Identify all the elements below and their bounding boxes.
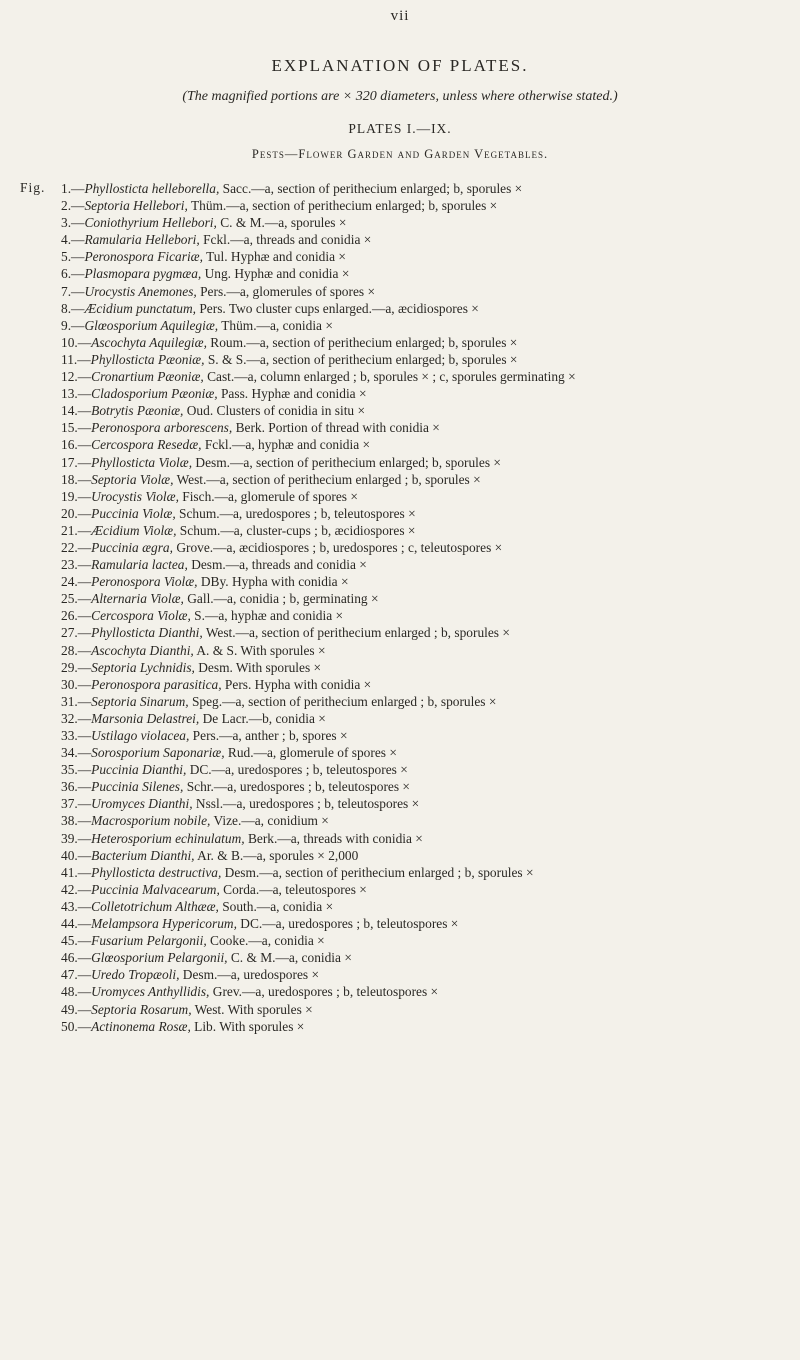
plate-entry	[61, 915, 771, 932]
entry-dash: —	[71, 317, 85, 333]
entry-description: Desm.—a, uredospores ×	[179, 967, 320, 983]
plate-entry	[61, 317, 771, 334]
species-name: Septoria Hellebori,	[84, 198, 188, 214]
species-name: Peronospora Ficariæ,	[84, 249, 203, 265]
entry-number: 41.	[61, 864, 78, 880]
entry-description: West. With sporules ×	[191, 1001, 313, 1017]
section-heading: Pests—Flower Garden and Garden Vegetables.	[251, 147, 549, 161]
species-name: Macrosporium nobile,	[91, 813, 211, 829]
entry-description: Cast.—a, column enlarged ; b, sporules × ; c, sporules germinating ×	[203, 369, 576, 385]
plate-entry	[61, 949, 771, 966]
species-name: Cercospora Violæ,	[91, 608, 191, 624]
entry-dash: —	[77, 967, 92, 983]
entry-dash: —	[77, 796, 92, 812]
entry-description: Desm.—a, threads and conidia ×	[187, 557, 367, 573]
entry-dash: —	[77, 676, 92, 692]
entry-dash: —	[77, 779, 92, 795]
species-name: Septoria Violæ,	[91, 471, 174, 487]
species-name: Uromyces Anthyllidis,	[91, 984, 210, 1000]
species-name: Glœosporium Aquilegiæ,	[84, 317, 219, 333]
plate-entry	[61, 214, 771, 231]
species-name: Melampsora Hypericorum,	[91, 916, 237, 932]
species-name: Æcidium punctatum,	[84, 300, 197, 316]
entry-description: West.—a, section of perithecium enlarged ; b, sporules ×	[173, 471, 481, 487]
entry-dash: —	[77, 847, 92, 863]
entry-description: Ung. Hyphæ and conidia ×	[201, 266, 350, 282]
entry-number: 21.	[61, 522, 78, 538]
entry-number: 19.	[61, 488, 78, 504]
plate-entry	[61, 795, 771, 812]
entry-dash: —	[77, 539, 92, 555]
entry-description: Desm.—a, section of perithecium enlarged ; b, sporules ×	[221, 864, 534, 880]
entry-description: Ar. & B.—a, sporules × 2,000	[194, 847, 359, 863]
species-name: Actinonema Rosæ,	[91, 1018, 191, 1034]
entry-description: Lib. With sporules ×	[190, 1018, 305, 1034]
plate-entry	[61, 180, 771, 197]
entry-number: 35.	[61, 762, 78, 778]
plate-entry	[61, 693, 771, 710]
species-name: Urocystis Violæ,	[91, 488, 179, 504]
entry-number: 3.	[61, 215, 72, 231]
species-name: Peronospora parasitica,	[91, 676, 222, 692]
entry-dash: —	[77, 386, 92, 402]
plate-entry	[61, 248, 771, 265]
entry-dash: —	[77, 659, 92, 675]
species-name: Puccinia Silenes,	[91, 779, 184, 795]
species-name: Uromyces Dianthi,	[91, 796, 193, 812]
plate-entry	[61, 351, 771, 368]
entry-number: 49.	[61, 1001, 78, 1017]
plate-entry	[61, 556, 771, 573]
entry-number: 40.	[61, 847, 78, 863]
plate-entry	[61, 847, 771, 864]
entry-dash: —	[77, 625, 92, 641]
species-name: Puccinia Malvacearum,	[91, 881, 220, 897]
entry-dash: —	[71, 283, 85, 299]
entry-dash: —	[77, 830, 92, 846]
entry-dash: —	[77, 591, 92, 607]
page-title: EXPLANATION OF PLATES.	[271, 56, 529, 75]
entry-number: 46.	[61, 950, 78, 966]
entry-dash: —	[77, 574, 92, 590]
species-name: Alternaria Violæ,	[91, 591, 184, 607]
species-name: Æcidium Violæ,	[91, 522, 177, 538]
plate-entry	[61, 402, 771, 419]
plate-entry	[61, 522, 771, 539]
entry-description: Vize.—a, conidium ×	[210, 813, 329, 829]
entry-description: Corda.—a, teleutospores ×	[219, 881, 367, 897]
entry-description: Roum.—a, section of perithecium enlarged; b, sporules ×	[206, 334, 518, 350]
plate-entry	[61, 197, 771, 214]
entry-dash: —	[77, 351, 91, 367]
species-name: Marsonia Delastrei,	[91, 710, 200, 726]
entry-dash: —	[77, 505, 92, 521]
entry-description: Sacc.—a, section of perithecium enlarged; b, sporules ×	[219, 181, 523, 196]
entry-number: 1.	[61, 181, 72, 196]
plates-heading: PLATES I.—IX.	[348, 121, 452, 136]
entry-dash: —	[77, 522, 92, 538]
entry-number: 48.	[61, 984, 78, 1000]
entry-number: 6.	[61, 266, 72, 282]
entry-number: 25.	[61, 591, 78, 607]
entry-description: Pers. Hypha with conidia ×	[221, 676, 372, 692]
fig-label: Fig.	[20, 180, 46, 195]
page-number: vii	[390, 8, 410, 24]
species-name: Plasmopara pygmæa,	[84, 266, 202, 282]
entry-dash: —	[77, 334, 92, 350]
plate-entry	[61, 624, 771, 641]
entry-number: 14.	[61, 403, 78, 419]
species-name: Cladosporium Pæoniæ,	[91, 386, 218, 402]
plate-entry	[61, 265, 771, 282]
entry-dash: —	[71, 232, 85, 248]
entry-number: 30.	[61, 676, 78, 692]
entry-description: Fisch.—a, glomerule of spores ×	[178, 488, 358, 504]
plate-entry	[61, 334, 771, 351]
entry-dash: —	[77, 813, 92, 829]
entry-dash: —	[77, 916, 92, 932]
species-name: Ramularia lactea,	[91, 557, 188, 573]
entry-number: 18.	[61, 471, 78, 487]
species-name: Septoria Lychnidis,	[91, 659, 195, 675]
entry-number: 33.	[61, 728, 78, 743]
plate-entry	[61, 676, 771, 693]
entry-description: Pers.—a, glomerules of spores ×	[196, 283, 376, 299]
entry-dash: —	[71, 198, 85, 214]
entry-number: 29.	[61, 659, 78, 675]
species-name: Phyllosticta Violæ,	[91, 454, 193, 470]
entry-dash: —	[77, 642, 92, 658]
plate-entry	[61, 778, 771, 795]
entry-number: 32.	[61, 710, 78, 726]
entry-description: Pass. Hyphæ and conidia ×	[217, 386, 367, 402]
entry-description: DBy. Hypha with conidia ×	[197, 574, 349, 590]
species-name: Puccinia ægra,	[91, 539, 173, 555]
entry-description: West.—a, section of perithecium enlarged ; b, sporules ×	[202, 625, 510, 641]
entry-dash: —	[77, 864, 92, 880]
entry-dash: —	[77, 369, 92, 385]
entry-number: 16.	[61, 437, 78, 453]
entry-description: Pers. Two cluster cups enlarged.—a, æcidiospores ×	[196, 300, 479, 316]
plate-entry	[61, 283, 771, 300]
plate-entry	[61, 881, 771, 898]
species-name: Puccinia Violæ,	[91, 505, 176, 521]
plate-entry	[61, 864, 771, 881]
species-name: Septoria Rosarum,	[91, 1001, 192, 1017]
species-name: Fusarium Pelargonii,	[91, 933, 207, 949]
entry-dash: —	[71, 215, 85, 231]
entry-description: DC.—a, uredospores ; b, teleutospores ×	[186, 762, 408, 778]
entry-number: 11.	[61, 351, 78, 367]
species-name: Urocystis Anemones,	[84, 283, 197, 299]
entry-dash: —	[77, 984, 92, 1000]
entry-description: Berk. Portion of thread with conidia ×	[232, 420, 440, 436]
entry-dash: —	[77, 1001, 92, 1017]
species-name: Cronartium Pæoniæ,	[91, 369, 204, 385]
entry-description: Tul. Hyphæ and conidia ×	[202, 249, 346, 265]
entry-number: 15.	[61, 420, 78, 436]
entry-number: 10.	[61, 334, 78, 350]
species-name: Ascochyta Dianthi,	[91, 642, 194, 658]
entry-number: 7.	[61, 283, 72, 299]
entry-dash: —	[71, 181, 85, 196]
entry-number: 9.	[61, 317, 72, 333]
entry-description: Nssl.—a, uredospores ; b, teleutospores ×	[192, 796, 420, 812]
entry-description: C. & M.—a, conidia ×	[227, 950, 352, 966]
plate-entry	[61, 1018, 771, 1035]
species-name: Sorosporium Saponariæ,	[91, 745, 225, 761]
entry-dash: —	[71, 266, 85, 282]
entry-number: 45.	[61, 933, 78, 949]
plate-entry	[61, 419, 771, 436]
plate-entry	[61, 539, 771, 556]
entry-number: 47.	[61, 967, 78, 983]
entry-description: Berk.—a, threads with conidia ×	[244, 830, 423, 846]
species-name: Phyllosticta Pæoniæ,	[90, 351, 205, 367]
species-name: Cercospora Resedæ,	[91, 437, 202, 453]
entry-description: Thüm.—a, section of perithecium enlarged; b, sporules ×	[187, 198, 498, 214]
entry-dash: —	[77, 898, 92, 914]
entry-dash: —	[77, 454, 92, 470]
entry-description: Grev.—a, uredospores ; b, teleutospores ×	[209, 984, 439, 1000]
entry-description: S. & S.—a, section of perithecium enlarged; b, sporules ×	[204, 351, 518, 367]
entry-description: Fckl.—a, threads and conidia ×	[199, 232, 372, 248]
entry-dash: —	[77, 693, 92, 709]
entry-description: Grove.—a, æcidiospores ; b, uredospores ; c, teleutospores ×	[172, 539, 503, 555]
entry-number: 50.	[61, 1018, 78, 1034]
plate-entry	[61, 607, 771, 624]
entry-number: 44.	[61, 916, 78, 932]
species-name: Uredo Tropæoli,	[91, 967, 180, 983]
species-name: Phyllosticta helleborella,	[84, 181, 220, 196]
plate-entry	[61, 710, 771, 727]
entry-description: Rud.—a, glomerule of spores ×	[224, 745, 397, 761]
plate-entry	[61, 385, 771, 402]
entry-description: C. & M.—a, sporules ×	[216, 215, 347, 231]
entry-dash: —	[77, 710, 92, 726]
entry-number: 38.	[61, 813, 78, 829]
plate-entry	[61, 488, 771, 505]
entry-description: Speg.—a, section of perithecium enlarged ; b, sporules ×	[188, 693, 497, 709]
entry-description: De Lacr.—b, conidia ×	[199, 710, 326, 726]
plate-entry	[61, 898, 771, 915]
plate-entry	[61, 436, 771, 453]
entry-description: Schum.—a, uredospores ; b, teleutospores ×	[175, 505, 416, 521]
entry-number: 28.	[61, 642, 78, 658]
species-name: Glœosporium Pelargonii,	[91, 950, 228, 966]
plate-entry	[61, 1001, 771, 1018]
plate-entry	[61, 932, 771, 949]
entry-description: Desm. With sporules ×	[194, 659, 322, 675]
species-name: Botrytis Pæoniæ,	[91, 403, 184, 419]
entry-dash: —	[71, 249, 85, 265]
entry-description: Fckl.—a, hyphæ and conidia ×	[201, 437, 371, 453]
entry-description: Cooke.—a, conidia ×	[206, 933, 325, 949]
entry-description: Gall.—a, conidia ; b, germinating ×	[183, 591, 379, 607]
plate-entry	[61, 590, 771, 607]
entry-description: S.—a, hyphæ and conidia ×	[190, 608, 344, 624]
entry-dash: —	[77, 420, 92, 436]
entry-number: 12.	[61, 369, 78, 385]
magnification-note: (The magnified portions are × 320 diameters, unless where otherwise stated.)	[182, 89, 618, 104]
entry-number: 23.	[61, 557, 78, 573]
plate-entry	[61, 642, 771, 659]
entry-number: 2.	[61, 198, 72, 214]
plate-entry	[61, 830, 771, 847]
entry-description: South.—a, conidia ×	[218, 898, 334, 914]
species-name: Ustilago violacea,	[91, 728, 190, 743]
entry-dash: —	[77, 403, 92, 419]
entry-description: Thüm.—a, conidia ×	[218, 317, 333, 333]
entry-dash: —	[71, 300, 85, 316]
entry-dash: —	[77, 1018, 92, 1034]
entry-dash: —	[77, 933, 92, 949]
species-name: Phyllosticta destructiva,	[91, 864, 222, 880]
entry-description: Pers.—a, anther ; b, spores ×	[189, 728, 348, 743]
plate-entry	[61, 573, 771, 590]
entry-description: A. & S. With sporules ×	[193, 642, 326, 658]
entry-description: DC.—a, uredospores ; b, teleutospores ×	[236, 916, 459, 932]
species-name: Puccinia Dianthi,	[91, 762, 187, 778]
entry-dash: —	[77, 608, 92, 624]
plate-entry	[61, 983, 771, 1000]
entry-dash: —	[77, 728, 92, 743]
entry-description: Schum.—a, cluster-cups ; b, æcidiospores ×	[176, 522, 416, 538]
entry-number: 13.	[61, 386, 78, 402]
species-name: Colletotrichum Althææ,	[91, 898, 219, 914]
plate-entry	[61, 454, 771, 471]
entry-dash: —	[77, 437, 92, 453]
plate-entry	[61, 744, 771, 761]
plate-entry	[61, 659, 771, 676]
species-name: Ramularia Hellebori,	[84, 232, 200, 248]
species-name: Coniothyrium Hellebori,	[84, 215, 217, 231]
entry-number: 39.	[61, 830, 78, 846]
entry-description: Desm.—a, section of perithecium enlarged; b, sporules ×	[192, 454, 501, 470]
entry-number: 5.	[61, 249, 72, 265]
entry-dash: —	[77, 557, 92, 573]
entry-number: 37.	[61, 796, 78, 812]
entry-number: 4.	[61, 232, 72, 248]
entry-number: 27.	[61, 625, 78, 641]
entry-number: 34.	[61, 745, 78, 761]
entry-description: Oud. Clusters of conidia in situ ×	[183, 403, 366, 419]
plate-entry	[61, 231, 771, 248]
entry-number: 43.	[61, 898, 78, 914]
species-name: Ascochyta Aquilegiæ,	[91, 334, 207, 350]
plate-entry	[61, 812, 771, 829]
plate-entry	[61, 368, 771, 385]
entry-number: 36.	[61, 779, 78, 795]
entry-dash: —	[77, 488, 92, 504]
species-name: Phyllosticta Dianthi,	[91, 625, 203, 641]
species-name: Heterosporium echinulatum,	[91, 830, 245, 846]
entry-dash: —	[77, 745, 92, 761]
species-name: Septoria Sinarum,	[91, 693, 189, 709]
entry-dash: —	[77, 881, 92, 897]
species-name: Peronospora Violæ,	[91, 574, 198, 590]
entry-number: 24.	[61, 574, 78, 590]
entry-number: 20.	[61, 505, 78, 521]
plate-entry	[61, 727, 771, 744]
species-name: Bacterium Dianthi,	[91, 847, 195, 863]
entry-number: 8.	[61, 300, 72, 316]
plate-entry	[61, 505, 771, 522]
species-name: Peronospora arborescens,	[91, 420, 233, 436]
entry-dash: —	[77, 762, 92, 778]
entry-description: Schr.—a, uredospores ; b, teleutospores ×	[183, 779, 410, 795]
plate-entry	[61, 300, 771, 317]
plate-entry	[61, 471, 771, 488]
entry-dash: —	[77, 950, 92, 966]
entry-number: 22.	[61, 539, 78, 555]
entry-number: 42.	[61, 881, 78, 897]
entry-number: 17.	[61, 454, 78, 470]
entry-number: 31.	[61, 693, 78, 709]
plate-entries-list	[61, 180, 771, 1035]
entry-number: 26.	[61, 608, 78, 624]
entry-dash: —	[77, 471, 92, 487]
plate-entry	[61, 761, 771, 778]
plate-entry	[61, 966, 771, 983]
